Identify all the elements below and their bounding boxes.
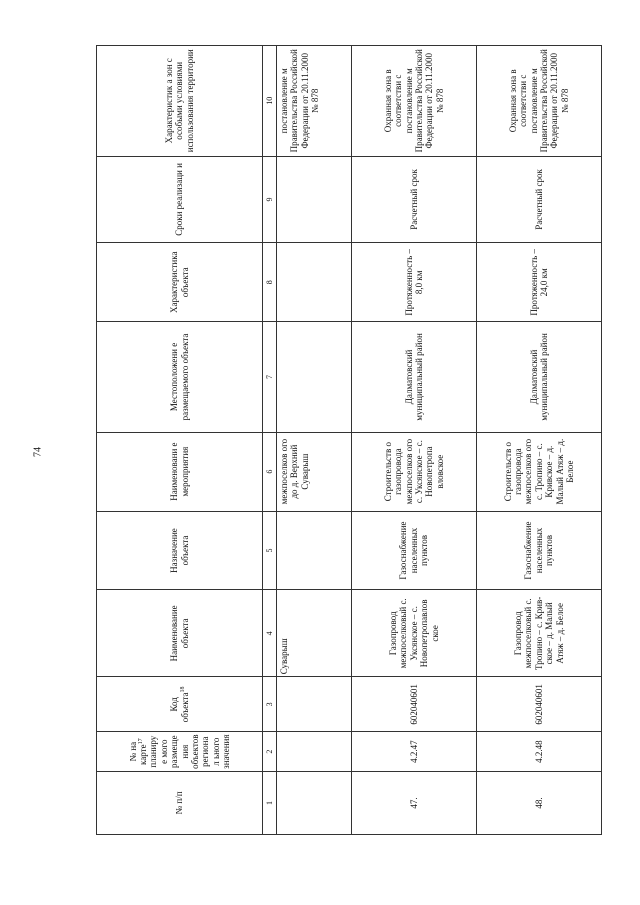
cell-map-num: 4.2.48 xyxy=(477,732,602,771)
table-header-row xyxy=(97,46,263,835)
header-code: Код объекта$^{18}$ xyxy=(97,677,263,732)
page-number: 74 xyxy=(32,447,44,457)
header-purpose: Назначение объекта xyxy=(97,511,263,590)
table-row xyxy=(352,46,477,835)
cell-measure: межпоселков ого до д. Верхний Суварыш xyxy=(277,432,352,511)
header-map-num: № на карте$^{17}$ планируе мого размеще ния объектов регионал ьного значения xyxy=(97,732,263,771)
cell-code: 602040601 xyxy=(352,677,477,732)
header-name: Наименование объекта xyxy=(97,590,263,677)
column-number: 4 xyxy=(263,590,277,677)
cell-term: Расчетный срок xyxy=(352,156,477,243)
cell-term: Расчетный срок xyxy=(477,156,602,243)
column-number-row xyxy=(263,46,277,835)
cell-code: 602040601 xyxy=(477,677,602,732)
column-number: 10 xyxy=(263,46,277,157)
cell-name: Газопровод межпоселковый с. Уксянское – с. Новопетропавлов ское xyxy=(352,590,477,677)
column-number: 5 xyxy=(263,511,277,590)
cell-map-num: 4.2.47 xyxy=(352,732,477,771)
table-row xyxy=(477,46,602,835)
column-number: 2 xyxy=(263,732,277,771)
column-number: 1 xyxy=(263,771,277,834)
header-location: Местоположени е размещаемого объекта xyxy=(97,322,263,432)
cell-measure: Строительств о газопровода межпоселков ого с. Уксянское – с. Новопетропа вловское xyxy=(352,432,477,511)
cell-name: Газопровод межпоселковый с. Тропино – с. Кривское – д. Малый Атяж – д. Белое xyxy=(477,590,602,677)
column-number: 9 xyxy=(263,156,277,243)
cell-characteristic: Протяженность – 8,0 км xyxy=(352,243,477,322)
header-num: № п/п xyxy=(97,771,263,834)
cell-measure: Строительств о газопровода межпоселков ого с. Тропино – с. Кривское – д. Малый Атяж – д. Белое xyxy=(477,432,602,511)
cell-location: Далматовский муниципальный район xyxy=(477,322,602,432)
table-row-continuation xyxy=(277,46,352,835)
column-number: 6 xyxy=(263,432,277,511)
header-term: Сроки реализаци и xyxy=(97,156,263,243)
column-number: 3 xyxy=(263,677,277,732)
header-zone: Характеристик а зон с особыми условиями использования территории xyxy=(97,46,263,157)
column-number: 8 xyxy=(263,243,277,322)
cell-zone: постановление м Правительства Российской Федерации от 20.11.2000 № 878 xyxy=(277,46,352,157)
objects-table xyxy=(96,45,602,835)
cell-location: Далматовский муниципальный район xyxy=(352,322,477,432)
header-measure: Наименовани е мероприятия xyxy=(97,432,263,511)
cell-num: 47. xyxy=(352,771,477,834)
rotated-table-wrapper xyxy=(96,45,602,835)
cell-purpose: Газоснабжение населенных пунктов xyxy=(477,511,602,590)
cell-zone: Охранная зона в соответстви с постановление м Правительства Российской Федерации от 20.11.2000 № 878 xyxy=(352,46,477,157)
cell-zone: Охранная зона в соответстви с постановление м Правительства Российской Федерации от 20.11.2000 № 878 xyxy=(477,46,602,157)
cell-purpose: Газоснабжение населенных пунктов xyxy=(352,511,477,590)
cell-name: Суварыш xyxy=(277,590,352,677)
column-number: 7 xyxy=(263,322,277,432)
header-characteristic: Характеристика объекта xyxy=(97,243,263,322)
cell-num: 48. xyxy=(477,771,602,834)
cell-characteristic: Протяженность – 24,0 км xyxy=(477,243,602,322)
